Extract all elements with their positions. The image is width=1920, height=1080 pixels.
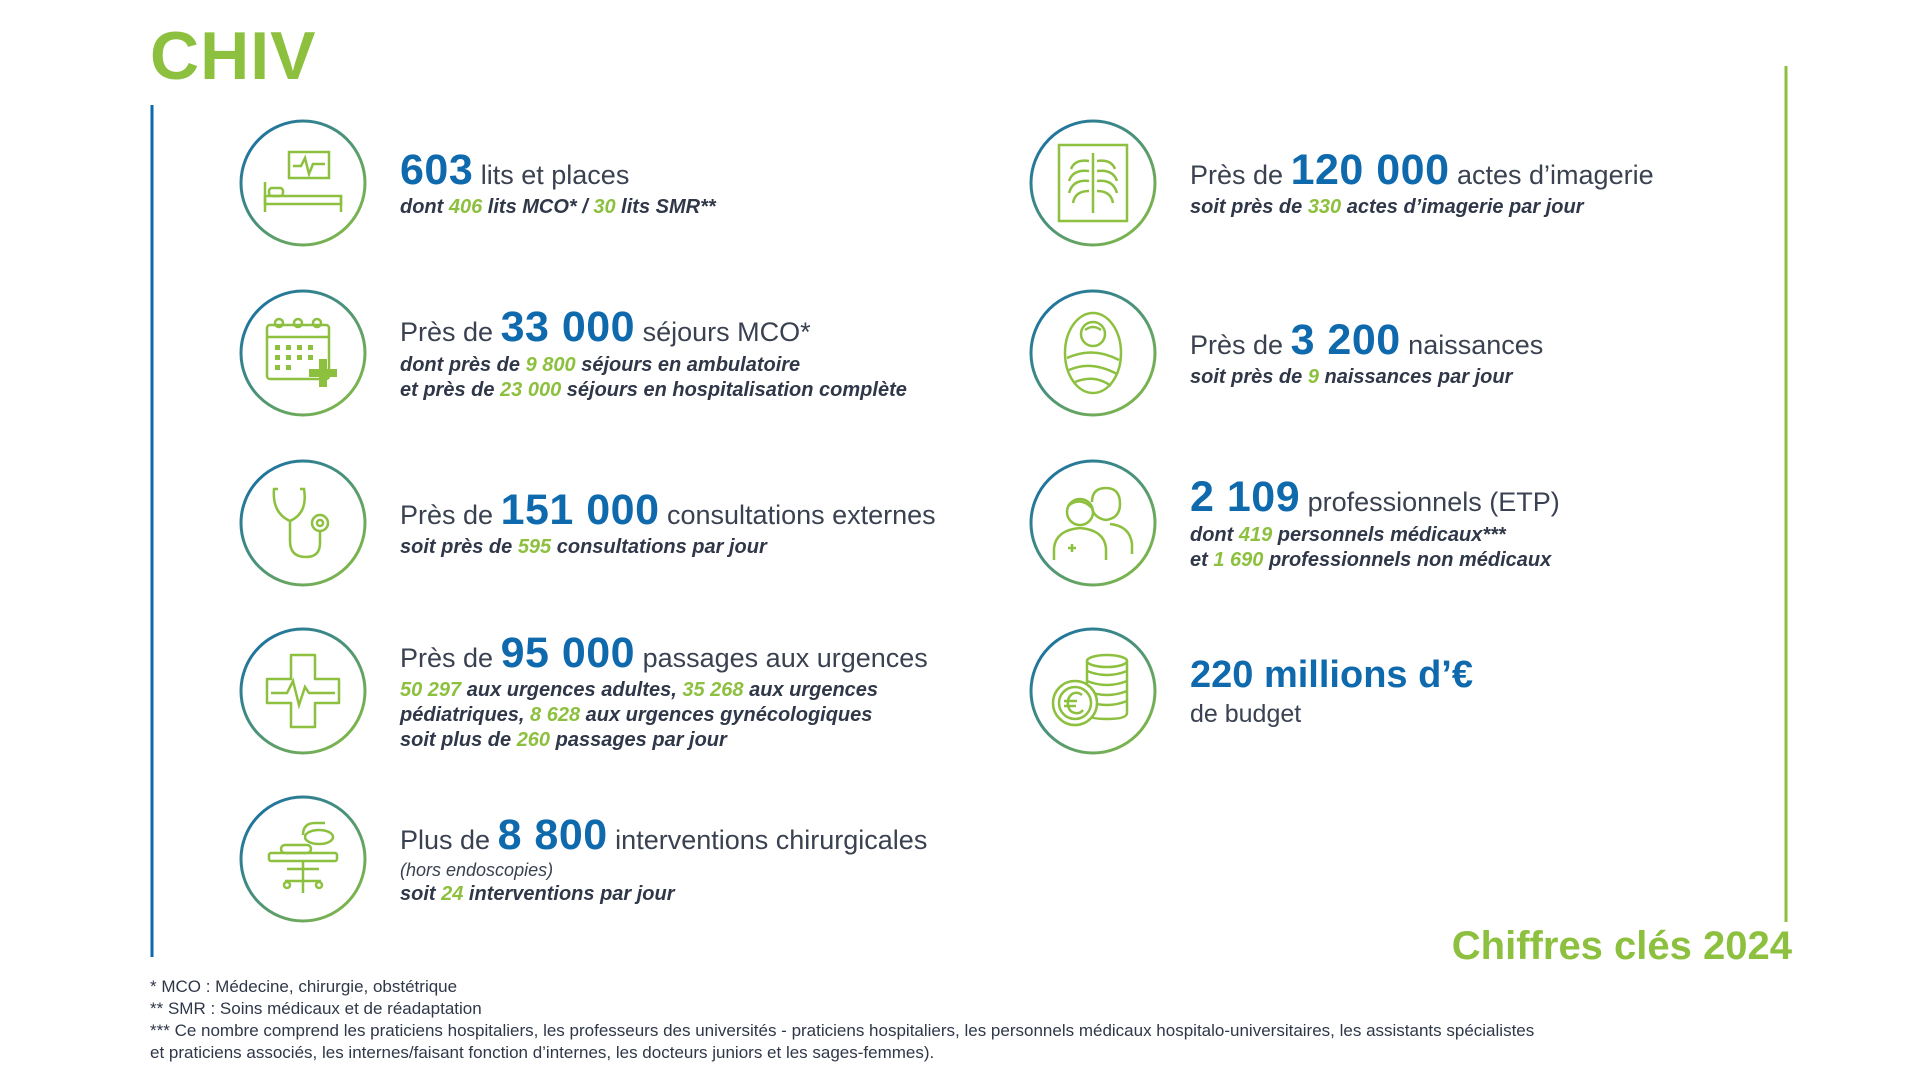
beds-mco-value: 406 — [448, 196, 483, 219]
staff-detail-text: professionnels non médicaux — [1263, 548, 1552, 571]
stays-ambulatory-value: 9 800 — [525, 353, 576, 376]
emergency-detail-text: aux urgences — [743, 679, 879, 702]
emergency-detail-text: pédiatriques, — [400, 704, 531, 727]
page-subtitle: Chiffres clés 2024 — [1451, 924, 1792, 968]
stays-detail-text: et près de — [400, 378, 501, 401]
surgery-note: (hors endoscopies) — [400, 860, 554, 881]
stat-imaging — [1028, 118, 1654, 248]
staff-label: professionnels (ETP) — [1300, 487, 1560, 518]
emergency-value: 95 000 — [500, 628, 636, 677]
stays-value: 33 000 — [500, 303, 636, 352]
emergency-label: passages aux urgences — [635, 642, 928, 673]
stat-emergency — [238, 626, 928, 756]
beds-detail-text: lits MCO* / — [482, 196, 594, 219]
imaging-label: actes d’imagerie — [1449, 159, 1654, 190]
hospital-bed-icon — [261, 148, 345, 218]
stethoscope-icon — [268, 483, 338, 563]
emergency-gyneco-value: 8 628 — [530, 704, 581, 727]
surgery-per-day-value: 24 — [441, 883, 464, 906]
stays-prefix: Près de — [400, 317, 501, 348]
euro-coins-icon — [1051, 653, 1135, 729]
staff-detail-text: dont — [1190, 523, 1239, 546]
beds-label: lits et places — [473, 159, 630, 190]
stat-staff — [1028, 458, 1560, 588]
births-detail-text: naissances par jour — [1318, 366, 1513, 389]
medical-cross-pulse-icon — [263, 651, 343, 731]
stays-full-value: 23 000 — [500, 378, 562, 401]
beds-detail-text: dont — [400, 196, 449, 219]
consultations-value: 151 000 — [500, 485, 660, 534]
staff-value: 2 109 — [1190, 473, 1301, 522]
stays-detail-text: dont près de — [400, 353, 526, 376]
imaging-per-day-value: 330 — [1307, 196, 1342, 219]
surgery-label: interventions chirurgicales — [607, 824, 928, 855]
beds-value: 603 — [400, 145, 474, 194]
stat-beds — [238, 118, 716, 248]
emergency-detail-text: passages par jour — [550, 729, 727, 752]
newborn-baby-icon — [1061, 310, 1125, 396]
emergency-adults-value: 50 297 — [400, 679, 462, 702]
stays-label: séjours MCO* — [635, 317, 811, 348]
births-detail-text: soit près de — [1190, 366, 1308, 389]
surgery-prefix: Plus de — [400, 824, 498, 855]
stays-detail-text: séjours en hospitalisation complète — [561, 378, 907, 401]
imaging-detail-text: actes d’imagerie par jour — [1341, 196, 1584, 219]
surgery-detail-text: soit — [400, 883, 442, 906]
operating-table-icon — [263, 819, 343, 899]
emergency-per-day-value: 260 — [516, 729, 551, 752]
consultations-per-day-value: 595 — [517, 536, 552, 559]
births-per-day-value: 9 — [1307, 366, 1319, 389]
surgery-detail-text: interventions par jour — [463, 883, 675, 906]
emergency-detail-text: soit plus de — [400, 729, 517, 752]
consultations-detail-text: soit près de — [400, 536, 518, 559]
consultations-prefix: Près de — [400, 499, 501, 530]
staff-medical-value: 419 — [1238, 523, 1273, 546]
stays-detail-text: séjours en ambulatoire — [575, 353, 801, 376]
medical-staff-icon — [1050, 484, 1136, 562]
consultations-detail-text: consultations par jour — [551, 536, 767, 559]
budget-value: 220 millions d’€ — [1190, 654, 1473, 697]
footnote-staff-cont: et praticiens associés, les internes/faisant fonction d’internes, les docteurs juniors et les sages-femmes). — [150, 1043, 935, 1062]
stat-births — [1028, 288, 1543, 418]
beds-detail-text: lits SMR** — [615, 196, 716, 219]
beds-smr-value: 30 — [593, 196, 616, 219]
consultations-label: consultations externes — [659, 499, 936, 530]
footnote-mco: * MCO : Médecine, chirurgie, obstétrique — [150, 977, 458, 996]
staff-detail-text: personnels médicaux*** — [1272, 523, 1506, 546]
emergency-detail-text: aux urgences gynécologiques — [580, 704, 873, 727]
emergency-prefix: Près de — [400, 642, 501, 673]
brand-logo: CHIV — [150, 18, 317, 94]
staff-detail-text: et — [1190, 548, 1214, 571]
imaging-prefix: Près de — [1190, 159, 1291, 190]
births-prefix: Près de — [1190, 329, 1291, 360]
staff-non-medical-value: 1 690 — [1213, 548, 1264, 571]
stat-budget — [1028, 626, 1473, 756]
emergency-pediatric-value: 35 268 — [682, 679, 744, 702]
births-value: 3 200 — [1290, 315, 1401, 364]
budget-label: de budget — [1190, 699, 1302, 728]
stat-stays — [238, 288, 907, 418]
births-label: naissances — [1400, 329, 1544, 360]
imaging-detail-text: soit près de — [1190, 196, 1308, 219]
stat-surgery — [238, 794, 927, 924]
footnote-smr: ** SMR : Soins médicaux et de réadaptation — [150, 999, 482, 1018]
surgery-value: 8 800 — [497, 810, 608, 859]
calendar-plus-icon — [263, 315, 343, 391]
chest-xray-icon — [1055, 141, 1131, 225]
imaging-value: 120 000 — [1290, 145, 1450, 194]
emergency-detail-text: aux urgences adultes, — [461, 679, 683, 702]
footnotes — [150, 976, 1790, 1064]
footnote-staff: *** Ce nombre comprend les praticiens hospitaliers, les professeurs des universités - praticiens hospitaliers, les personnels médicaux hospitalo-universitaires, les assistants spécialistes — [150, 1021, 1535, 1040]
stat-consultations — [238, 458, 936, 588]
